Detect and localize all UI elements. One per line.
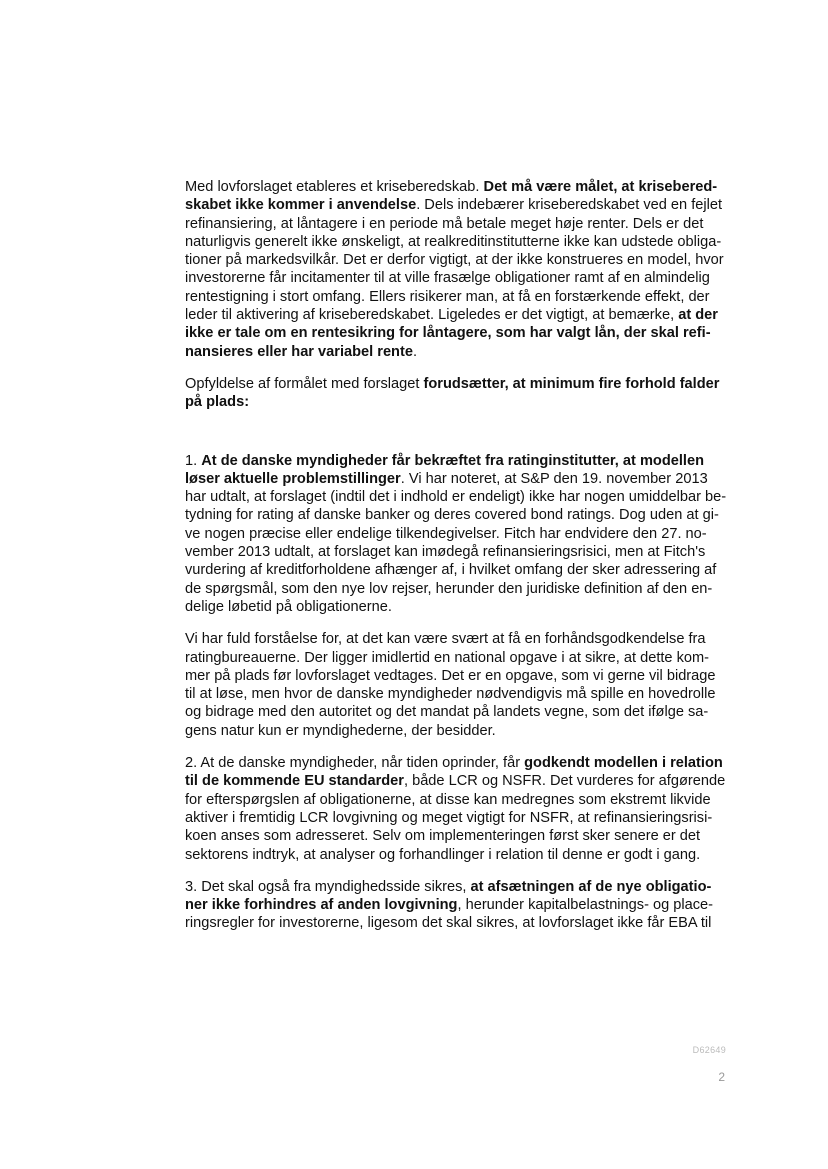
text-segment: Opfyldelse af formålet med forslaget bbox=[185, 375, 424, 392]
bold-segment: at der ikke er tale om en rentesikring for låntagere, som har valgt lån, der skal refi-nansieres eller har variabel rente bbox=[185, 307, 718, 360]
bold-segment: forudsætter, at minimum fire forhold falder på plads: bbox=[185, 375, 720, 411]
bold-segment: at afsætningen af de nye obligatio-ner ikke forhindres af anden lovgivning bbox=[185, 878, 712, 914]
text-segment: Vi har fuld forståelse for, at det kan være svært at få en forhåndsgodkendelse fra ratingbureauerne. Der ligger imidlertid en national opgave i at sikre, at dette kom-mer på plads før lovforslaget vedtages. Det er en opgave, som vi gerne vil bidrage til at løse, men hvor de danske myndigheder nødvendigvis må spille en hovedrolle og bidrage med den autoritet og det mandat på landets vegne, som det ifølge sa-gens natur kun er myndighederne, der besidder. bbox=[185, 631, 716, 739]
paragraph-forudsaetninger bbox=[185, 375, 727, 412]
bold-segment: At de danske myndigheder får bekræftet fra ratinginstitutter, at modellen løser aktuelle problemstillinger bbox=[185, 452, 705, 487]
paragraph-point-3 bbox=[185, 878, 727, 933]
bold-segment: Det må være målet, at krisebered-skabet ikke kommer i anvendelse bbox=[185, 179, 718, 214]
text-segment: , herunder kapitalbelastnings- og place-ringsregler for investorerne, ligesom det skal sikres, at lovforslaget ikke får EBA til bbox=[185, 897, 714, 932]
page-number: 2 bbox=[718, 1070, 725, 1084]
text-segment: . Dels indebærer kriseberedskabet ved en fejlet refinansiering, at låntagere i en periode må betale meget høje renter. Dels er det naturligvis generelt ikke ønskeligt, at realkreditinstitutterne ikke kan udstede obliga-tioner på markedsvilkår. Det er derfor vigtigt, at der ikke konstrueres en model, hvor investorerne får incitamenter til at ville frasælge obligationer ramt af en almindelig rentestigning i stort omfang. Ellers risikerer man, at få en forstærkende effekt, der leder til aktivering af kriseberedskabet. Ligeledes er det vigtigt, at bemærke, bbox=[185, 197, 724, 324]
body-text bbox=[185, 178, 727, 947]
text-segment: 2. At de danske myndigheder, når tiden oprinder, får bbox=[185, 755, 525, 772]
document-id: D62649 bbox=[692, 1045, 726, 1055]
text-segment: Med lovforslaget etableres et kriseberedskab. bbox=[185, 179, 484, 195]
text-segment: 1. bbox=[185, 452, 202, 469]
text-segment: 3. Det skal også fra myndighedsside sikres, bbox=[185, 878, 471, 895]
paragraph-point-2 bbox=[185, 754, 727, 864]
text-segment: . Vi har noteret, at S&P den 19. november 2013 har udtalt, at forslaget (indtil det i indhold er endeligt) ikke har nogen umiddelbar be-tydning for rating af danske banker og deres covered bond ratings. Dog uden at gi-ve nogen præcise eller endelige tilkendegivelser. Fitch har endvidere den 27. no-vember 2013 udtalt, at forslaget kan imødegå refinansieringsrisici, men at Fitch's vurdering af kreditforholdene afhænger af, i hvilket omfang der sker adressering af de spørgsmål, som den nye lov rejser, herunder den juridiske definition af den en-delige løbetid på obligationerne. bbox=[185, 470, 727, 615]
bold-segment: godkendt modellen i relation til de kommende EU standarder bbox=[185, 755, 723, 790]
text-segment: . bbox=[412, 343, 418, 360]
paragraph-kriseberedskab bbox=[185, 178, 727, 361]
text-segment: , både LCR og NSFR. Det vurderes for afgørende for efterspørgslen af obligationerne, at disse kan medregnes som ekstremt likvide aktiver i fremtidig LCR lovgivning og meget vigtigt for NSFR, at refinansieringsrisi-koen anses som adresseret. Selv om implementeringen først sker senere er det sektorens indtryk, at analyser og forhandlinger i relation til denne er godt i gang. bbox=[185, 773, 726, 863]
paragraph-point-1 bbox=[185, 452, 727, 617]
paragraph-ratingbureauer bbox=[185, 630, 727, 740]
